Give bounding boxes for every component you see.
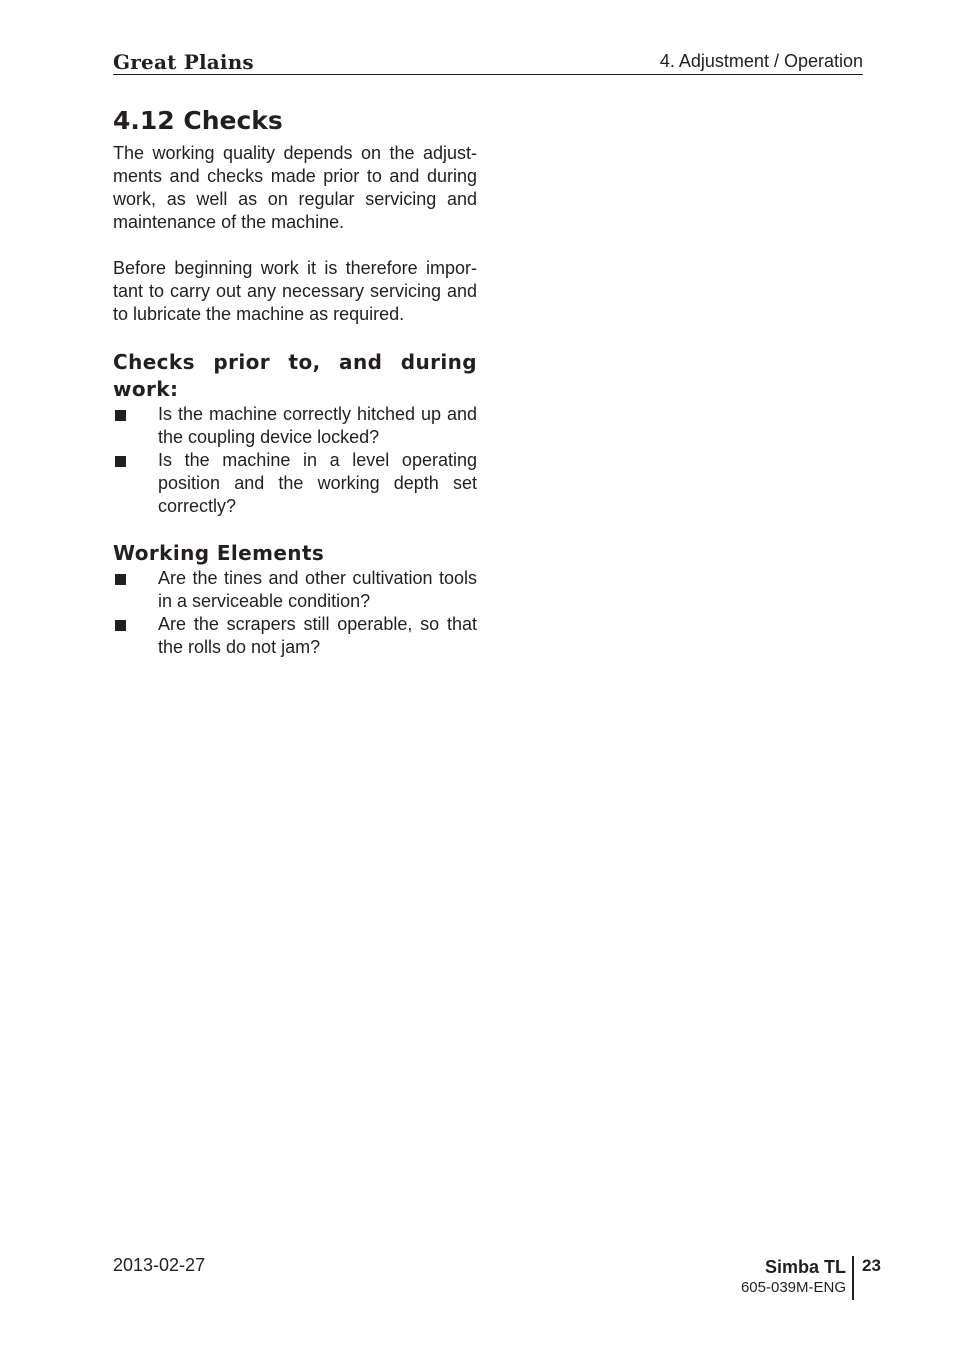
list-item-text: Is the machine correctly hitched up and the coupling device locked? (158, 404, 477, 447)
list-item (113, 613, 477, 659)
product-name: Simba TL (764, 1257, 846, 1277)
list-item (113, 567, 477, 613)
working-elements-list (113, 567, 477, 659)
intro-paragraph: The working quality depends on the adjust-ments and checks made prior to and during work, as well as on regular servicing and maintenance of the machine. (113, 143, 477, 232)
square-bullet-icon (115, 574, 126, 585)
list-item (113, 403, 477, 449)
document-number: 605-039M-ENG (740, 1279, 846, 1296)
page-number: 23 (862, 1256, 881, 1275)
list-item (113, 449, 477, 518)
chapter-label: 4. Adjustment / Operation (659, 51, 863, 71)
section-heading-checks: Checks prior to, and during work: (113, 350, 477, 401)
checks-list (113, 403, 477, 518)
section-heading-working-elements: Working Elements (113, 541, 325, 565)
servicing-paragraph: Before beginning work it is therefore impor-tant to carry out any necessary servicing and to lubricate the machine as required. (113, 258, 477, 324)
list-item-text: Are the tines and other cultivation tools in a serviceable condition? (158, 568, 477, 611)
brand-logo: Great Plains (113, 50, 254, 74)
square-bullet-icon (115, 410, 126, 421)
square-bullet-icon (115, 456, 126, 467)
square-bullet-icon (115, 620, 126, 631)
list-item-text: Is the machine in a level operating position and the working depth set correctly? (158, 450, 477, 516)
footer-date: 2013-02-27 (113, 1255, 206, 1275)
page-header (113, 48, 863, 75)
list-item-text: Are the scrapers still operable, so that the rolls do not jam? (158, 614, 477, 657)
page-title: 4.12 Checks (113, 106, 283, 135)
footer-product-block (741, 1256, 854, 1300)
main-content (113, 105, 477, 659)
